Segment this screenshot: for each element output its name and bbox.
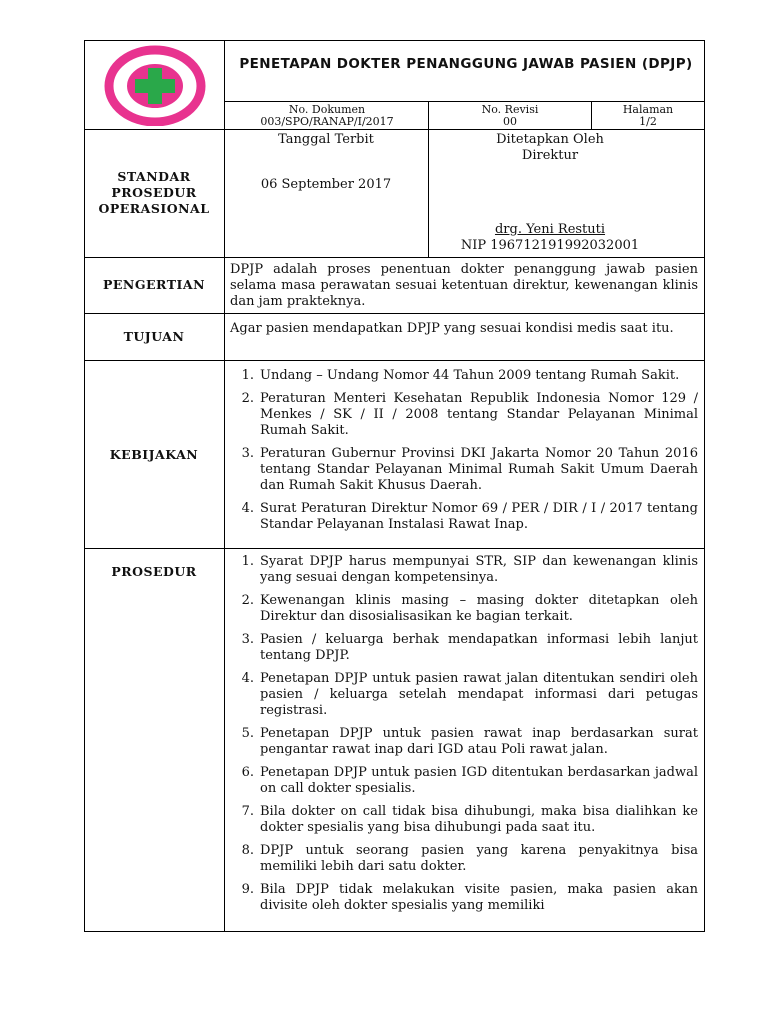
page-label: Halaman xyxy=(622,103,674,116)
director-role: Direktur xyxy=(521,148,579,163)
pengertian-text: DPJP adalah proses penentuan dokter penanggung jawab pasien selama masa perawatan sesuai ketentuan direktur, kewenangan klinis dan jam prakteknya. xyxy=(230,262,698,309)
pengertian-label: PENGERTIAN xyxy=(103,277,205,292)
table-border-bottom xyxy=(84,931,705,932)
list-item: 6. Penetapan DPJP untuk pasien IGD ditentukan berdasarkan jadwal on call dokter spesialis. xyxy=(241,765,698,796)
list-item: 8. DPJP untuk seorang pasien yang karena penyakitnya bisa memiliki lebih dari satu dokter. xyxy=(241,843,698,874)
tujuan-label: TUJUAN xyxy=(123,329,185,344)
row-divider-2 xyxy=(84,257,705,258)
set-by-label: Ditetapkan Oleh xyxy=(496,132,604,147)
header-meta-divider-2 xyxy=(591,101,592,129)
signer-name: drg. Yeni Restuti xyxy=(494,222,606,237)
kebijakan-list xyxy=(230,368,698,540)
hospital-logo xyxy=(100,44,210,126)
page-value: 1/2 xyxy=(639,115,657,128)
hospital-logo-emblem xyxy=(100,44,210,126)
list-item: 2. Kewenangan klinis masing – masing dokter ditetapkan oleh Direktur dan disosialisasikan ke bagian terkait. xyxy=(241,593,698,624)
issue-date-label: Tanggal Terbit xyxy=(278,132,374,147)
tujuan-text: Agar pasien mendapatkan DPJP yang sesuai kondisi medis saat itu. xyxy=(230,321,674,336)
list-item: 1. Undang – Undang Nomor 44 Tahun 2009 tentang Rumah Sakit. xyxy=(241,368,680,383)
table-border-left xyxy=(84,40,85,932)
list-item: 1. Syarat DPJP harus mempunyai STR, SIP dan kewenangan klinis yang sesuai dengan kompetensinya. xyxy=(241,554,698,585)
kebijakan-label: KEBIJAKAN xyxy=(109,447,199,462)
list-item: 3. Peraturan Gubernur Provinsi DKI Jakarta Nomor 20 Tahun 2016 tentang Standar Pelayanan Minimal Rumah Sakit Umum Daerah dan Rumah Sakit Khusus Daerah. xyxy=(241,446,698,493)
logo-text-top: RUMAH SAKIT UMUM xyxy=(112,56,198,86)
list-item: 4. Penetapan DPJP untuk pasien rawat jalan ditentukan sendiri oleh pasien / keluarga setelah mendapat informasi dari petugas registrasi. xyxy=(241,671,698,718)
doc-number-value: 003/SPO/RANAP/I/2017 xyxy=(260,115,394,128)
list-item: 2. Peraturan Menteri Kesehatan Republik Indonesia Nomor 129 / Menkes / SK / II / 2008 tentang Standar Pelayanan Minimal Rumah Sakit. xyxy=(241,391,698,438)
list-item: 3. Pasien / keluarga berhak mendapatkan informasi lebih lanjut tentang DPJP. xyxy=(241,632,698,663)
prosedur-clip xyxy=(230,554,700,930)
signer-nip: NIP 196712191992032001 xyxy=(460,238,640,253)
logo-text-bottom: DAERAH TEBET xyxy=(126,101,184,119)
row-divider-3 xyxy=(84,313,705,314)
header-meta-divider-1 xyxy=(428,101,429,258)
revision-label: No. Revisi xyxy=(481,103,539,116)
row-divider-4 xyxy=(84,360,705,361)
spo-label: STANDAR PROSEDUR OPERASIONAL xyxy=(98,169,210,216)
table-border-top xyxy=(84,40,705,41)
table-border-right xyxy=(704,40,705,932)
list-item: 5. Penetapan DPJP untuk pasien rawat inap berdasarkan surat pengantar rawat inap dari IGD atau Poli rawat jalan. xyxy=(241,726,698,757)
list-item: 4. Surat Peraturan Direktur Nomor 69 / PER / DIR / I / 2017 tentang Standar Pelayanan Instalasi Rawat Inap. xyxy=(241,501,698,532)
doc-number-label: No. Dokumen xyxy=(288,103,366,116)
row-divider-5 xyxy=(84,548,705,549)
header-divider xyxy=(224,101,705,102)
issue-date: 06 September 2017 xyxy=(260,177,392,192)
list-item: 7. Bila dokter on call tidak bisa dihubungi, maka bisa dialihkan ke dokter spesialis yang bisa dihubungi pada saat itu. xyxy=(241,804,698,835)
document-title: PENETAPAN DOKTER PENANGGUNG JAWAB PASIEN (DPJP) xyxy=(239,56,693,72)
list-item: 9. Bila DPJP tidak melakukan visite pasien, maka pasien akan divisite oleh dokter spesialis yang memiliki xyxy=(241,882,698,913)
prosedur-list xyxy=(230,554,698,921)
column-divider xyxy=(224,40,225,932)
prosedur-label: PROSEDUR xyxy=(111,564,197,579)
revision-value: 00 xyxy=(503,115,517,128)
row-divider-1 xyxy=(84,129,705,130)
